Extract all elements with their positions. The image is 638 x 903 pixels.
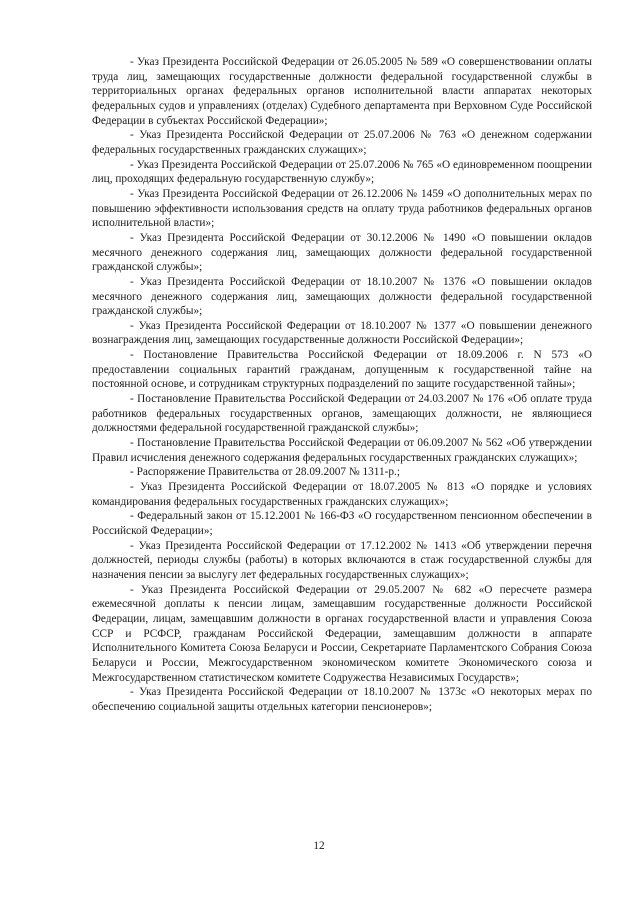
list-item: - Указ Президента Российской Федерации от 18.10.2007 № 1373с «О некоторых мерах по обеспечению социальной защиты отдельных категории пенсионеров»; bbox=[92, 686, 592, 713]
list-item: - Постановление Правительства Российской Федерации от 18.09.2006 г. N 573 «О предоставлении социальных гарантий гражданам, допущенным к государственной тайне на постоянной основе, и сотрудникам структурных подразделений по защите государственной тайны»; bbox=[92, 349, 592, 391]
list-item: - Указ Президента Российской Федерации от 25.07.2006 № 763 «О денежном содержании федеральных государственных гражданских служащих»; bbox=[92, 129, 592, 156]
list-item: - Указ Президента Российской Федерации от 25.07.2006 № 765 «О единовременном поощрении лиц, проходящих федеральную государственную службу»; bbox=[92, 158, 592, 186]
list-item: - Указ Президента Российской Федерации от 30.12.2006 № 1490 «О повышении окладов месячного денежного содержания лиц, замещающих должности федеральной государственной гражданской службы»; bbox=[92, 231, 592, 274]
list-item: - Указ Президента Российской Федерации от 18.10.2007 № 1376 «О повышении окладов месячного денежного содержания лиц, замещающих должности федеральной государственной гражданской службы»; bbox=[92, 275, 592, 318]
list-item: - Федеральный закон от 15.12.2001 № 166-ФЗ «О государственном пенсионном обеспечении в Российской Федерации»; bbox=[92, 510, 592, 537]
list-item: - Указ Президента Российской Федерации от 26.05.2005 № 589 «О совершенствовании оплаты труда лиц, замещающих государственные должности федеральной государственной службы в территориальных органах федеральных органов исполнительной власти аппаратах некоторых федеральных судов и управлениях (отделах) Судебного департамента при Верховном Суде Российской Федерации в субъектах Российской Федерации»; bbox=[92, 56, 592, 127]
page-number: 12 bbox=[313, 840, 325, 852]
list-item: - Постановление Правительства Российской Федерации от 24.03.2007 № 176 «Об оплате труда работников федеральных государственных органов, замещающих должности, не являющиеся должностями федеральной государственной гражданской службы»; bbox=[92, 393, 592, 435]
list-item: - Указ Президента Российской Федерации от 17.12.2002 № 1413 «Об утверждении перечня должностей, периоды службы (работы) в которых включаются в стаж государственной службы для назначения пенсии за выслугу лет федеральных государственных служащих»; bbox=[92, 539, 592, 581]
list-item: - Указ Президента Российской Федерации от 18.07.2005 № 813 «О порядке и условиях командирования федеральных государственных гражданских служащих»; bbox=[92, 481, 592, 508]
list-item: - Постановление Правительства Российской Федерации от 06.09.2007 № 562 «Об утверждении Правил исчисления денежного содержания федеральных государственных гражданских служащих»; bbox=[92, 437, 592, 464]
document-body bbox=[92, 55, 592, 715]
list-item: - Распоряжение Правительства от 28.09.2007 № 1311-р.; bbox=[130, 466, 401, 479]
list-item: - Указ Президента Российской Федерации от 18.10.2007 № 1377 «О повышении денежного вознаграждения лиц, замещающих государственные должности Российской Федерации»; bbox=[92, 319, 592, 347]
list-item: - Указ Президента Российской Федерации от 29.05.2007 № 682 «О пересчете размера ежемесячной доплаты к пенсии лицам, замещавшим государственные должности Российской Федерации, лицам, замещавшим должности в органах государственной власти и управления Союза ССР и РСФСР, гражданам Российской Федерации, замещавшим должности в аппарате Исполнительного Комитета Союза Беларуси и России, Секретариате Парламентского Собрания Союза Беларуси и России, Межгосударственном экономическом комитете Экономического союза и Межгосударственном статистическом комитете Содружества Независимых Государств»; bbox=[92, 583, 592, 684]
list-item: - Указ Президента Российской Федерации от 26.12.2006 № 1459 «О дополнительных мерах по повышению эффективности использования средств на оплату труда работников федеральных органов исполнительной власти»; bbox=[92, 187, 592, 230]
